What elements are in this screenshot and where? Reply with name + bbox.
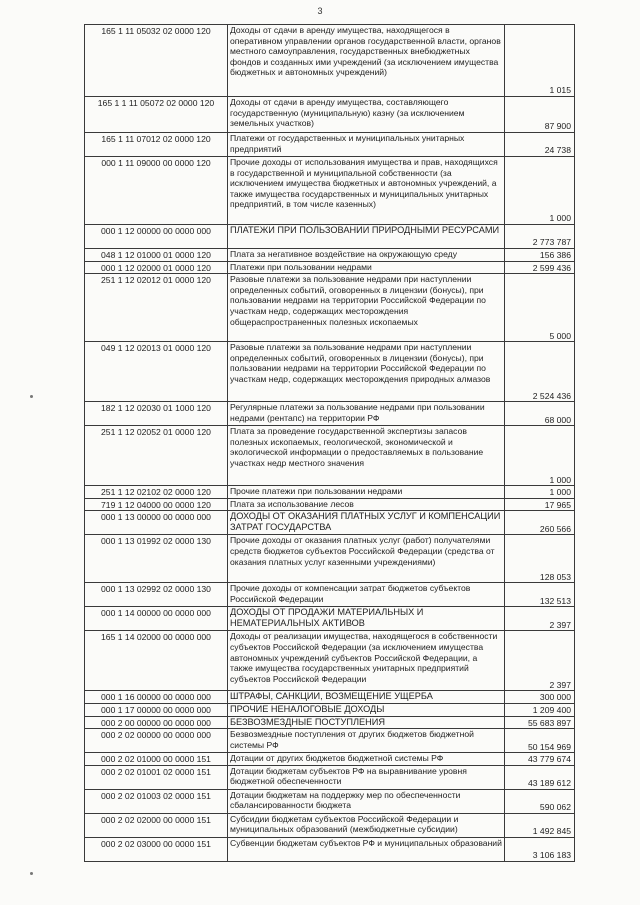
table-row bbox=[85, 426, 575, 486]
revenue-name-cell: Разовые платежи за пользование недрами при наступлении определенных событий, оговоренных в лицензии (бонусы), при пользовании недрами на территории Российской Федерации по участкам недр, содержащих месторождения общераспространенных полезных ископаемых bbox=[228, 274, 505, 342]
amount-cell: 2 524 436 bbox=[505, 342, 575, 402]
budget-code-cell: 251 1 12 02012 01 0000 120 bbox=[85, 274, 228, 342]
budget-code-cell: 000 1 13 02992 02 0000 130 bbox=[85, 583, 228, 607]
amount-cell: 300 000 bbox=[505, 691, 575, 704]
section-row bbox=[85, 511, 575, 535]
table-row bbox=[85, 274, 575, 342]
budget-code-cell: 000 1 12 02000 01 0000 120 bbox=[85, 261, 228, 274]
budget-code-cell: 000 2 02 01003 02 0000 151 bbox=[85, 789, 228, 813]
amount-cell: 24 738 bbox=[505, 133, 575, 157]
table-row bbox=[85, 342, 575, 402]
revenue-name-cell: Плата за негативное воздействие на окружающую среду bbox=[228, 249, 505, 262]
revenue-name-cell: Доходы от реализации имущества, находящегося в собственности субъектов Российской Федерации (за исключением имущества автономных учреждений субъектов Российской Федерации, а также имущества государственных унитарных предприятий субъектов Российской Федерации bbox=[228, 631, 505, 691]
revenue-name-cell: Регулярные платежи за пользование недрами при пользовании недрами (рентапс) на территории РФ bbox=[228, 402, 505, 426]
revenue-name-cell: Прочие доходы от использования имущества и прав, находящихся в государственной и муниципальной собственности (за исключением имущества бюджетных и автономных учреждений, а также имущества государственных и муниципальных унитарных предприятий, в том числе казенных) bbox=[228, 157, 505, 225]
amount-cell: 68 000 bbox=[505, 402, 575, 426]
table-row bbox=[85, 753, 575, 766]
revenue-name-cell: Субсидии бюджетам субъектов Российской Федерации и муниципальных образований (межбюджетные субсидии) bbox=[228, 813, 505, 837]
revenue-name-cell: ДОХОДЫ ОТ ОКАЗАНИЯ ПЛАТНЫХ УСЛУГ И КОМПЕНСАЦИИ ЗАТРАТ ГОСУДАРСТВА bbox=[228, 511, 505, 535]
budget-code-cell: 048 1 12 01000 01 0000 120 bbox=[85, 249, 228, 262]
budget-code-cell: 000 1 13 01992 02 0000 130 bbox=[85, 535, 228, 583]
amount-cell: 1 000 bbox=[505, 157, 575, 225]
budget-code-cell: 165 1 11 05032 02 0000 120 bbox=[85, 25, 228, 97]
table-row bbox=[85, 402, 575, 426]
section-row bbox=[85, 703, 575, 716]
budget-code-cell: 165 1 11 07012 02 0000 120 bbox=[85, 133, 228, 157]
table-row bbox=[85, 261, 575, 274]
revenue-name-cell: Дотации бюджетам на поддержку мер по обеспеченности сбалансированности бюджета bbox=[228, 789, 505, 813]
budget-code-cell: 000 2 02 03000 00 0000 151 bbox=[85, 837, 228, 861]
revenue-name-cell: Платежи от государственных и муниципальных унитарных предприятий bbox=[228, 133, 505, 157]
amount-cell: 156 386 bbox=[505, 249, 575, 262]
table-row bbox=[85, 765, 575, 789]
section-row bbox=[85, 716, 575, 729]
budget-code-cell: 000 2 02 01000 00 0000 151 bbox=[85, 753, 228, 766]
table-row bbox=[85, 789, 575, 813]
table-row bbox=[85, 813, 575, 837]
budget-code-cell: 000 1 17 00000 00 0000 000 bbox=[85, 703, 228, 716]
budget-code-cell: 165 1 14 02000 00 0000 000 bbox=[85, 631, 228, 691]
section-row bbox=[85, 691, 575, 704]
budget-code-cell: 719 1 12 04000 00 0000 120 bbox=[85, 498, 228, 511]
table-row bbox=[85, 837, 575, 861]
table-row bbox=[85, 498, 575, 511]
amount-cell: 1 209 400 bbox=[505, 703, 575, 716]
revenue-name-cell: БЕЗВОЗМЕЗДНЫЕ ПОСТУПЛЕНИЯ bbox=[228, 716, 505, 729]
amount-cell: 17 965 bbox=[505, 498, 575, 511]
budget-code-cell: 251 1 12 02102 02 0000 120 bbox=[85, 486, 228, 499]
revenue-name-cell: Субвенции бюджетам субъектов РФ и муниципальных образований bbox=[228, 837, 505, 861]
revenue-name-cell: Плата за использование лесов bbox=[228, 498, 505, 511]
budget-code-cell: 251 1 12 02052 01 0000 120 bbox=[85, 426, 228, 486]
amount-cell: 590 062 bbox=[505, 789, 575, 813]
revenue-name-cell: Прочие платежи при пользовании недрами bbox=[228, 486, 505, 499]
revenue-table-body bbox=[85, 25, 575, 862]
table-row bbox=[85, 583, 575, 607]
amount-cell: 1 000 bbox=[505, 486, 575, 499]
budget-code-cell: 000 1 12 00000 00 0000 000 bbox=[85, 225, 228, 249]
revenue-name-cell: Прочие доходы от оказания платных услуг (работ) получателями средств бюджетов субъектов Российской Федерации (средства от оказания платных услуг казенными учреждениями) bbox=[228, 535, 505, 583]
revenue-name-cell: Дотации от других бюджетов бюджетной системы РФ bbox=[228, 753, 505, 766]
revenue-name-cell: Прочие доходы от компенсации затрат бюджетов субъектов Российской Федерации bbox=[228, 583, 505, 607]
revenue-name-cell: Доходы от сдачи в аренду имущества, находящегося в оперативном управлении органов государственной власти, органов местного самоуправления, государственных внебюджетных фондов и созданных ими учреждений (за исключением имущества бюджетных и автономных учреждений) bbox=[228, 25, 505, 97]
margin-dot-mark bbox=[30, 872, 33, 875]
table-row bbox=[85, 97, 575, 133]
table-row bbox=[85, 486, 575, 499]
budget-code-cell: 000 2 02 00000 00 0000 000 bbox=[85, 729, 228, 753]
amount-cell: 1 492 845 bbox=[505, 813, 575, 837]
amount-cell: 2 397 bbox=[505, 631, 575, 691]
revenue-name-cell: ШТРАФЫ, САНКЦИИ, ВОЗМЕЩЕНИЕ УЩЕРБА bbox=[228, 691, 505, 704]
amount-cell: 43 189 612 bbox=[505, 765, 575, 789]
table-row bbox=[85, 157, 575, 225]
table-row bbox=[85, 133, 575, 157]
revenue-name-cell: Безвозмездные поступления от других бюджетов бюджетной системы РФ bbox=[228, 729, 505, 753]
budget-code-cell: 000 2 00 00000 00 0000 000 bbox=[85, 716, 228, 729]
budget-code-cell: 000 2 02 01001 02 0000 151 bbox=[85, 765, 228, 789]
revenue-name-cell: Разовые платежи за пользование недрами при наступлении определенных событий, оговоренных в лицензии (бонусы), при пользовании недрами на территории Российской Федерации по участкам недр, содержащих месторождения природных алмазов bbox=[228, 342, 505, 402]
amount-cell: 260 566 bbox=[505, 511, 575, 535]
table-row bbox=[85, 631, 575, 691]
budget-code-cell: 049 1 12 02013 01 0000 120 bbox=[85, 342, 228, 402]
amount-cell: 132 513 bbox=[505, 583, 575, 607]
amount-cell: 2 773 787 bbox=[505, 225, 575, 249]
amount-cell: 128 053 bbox=[505, 535, 575, 583]
revenue-name-cell: ДОХОДЫ ОТ ПРОДАЖИ МАТЕРИАЛЬНЫХ И НЕМАТЕРИАЛЬНЫХ АКТИВОВ bbox=[228, 607, 505, 631]
revenue-table bbox=[84, 24, 575, 862]
revenue-name-cell: Дотации бюджетам субъектов РФ на выравнивание уровня бюджетной обеспеченности bbox=[228, 765, 505, 789]
budget-code-cell: 000 1 11 09000 00 0000 120 bbox=[85, 157, 228, 225]
revenue-name-cell: Платежи при пользовании недрами bbox=[228, 261, 505, 274]
budget-code-cell: 000 1 16 00000 00 0000 000 bbox=[85, 691, 228, 704]
amount-cell: 55 683 897 bbox=[505, 716, 575, 729]
budget-code-cell: 165 1 1 11 05072 02 0000 120 bbox=[85, 97, 228, 133]
budget-code-cell: 000 1 14 00000 00 0000 000 bbox=[85, 607, 228, 631]
amount-cell: 50 154 969 bbox=[505, 729, 575, 753]
table-row bbox=[85, 249, 575, 262]
revenue-name-cell: ПРОЧИЕ НЕНАЛОГОВЫЕ ДОХОДЫ bbox=[228, 703, 505, 716]
section-row bbox=[85, 607, 575, 631]
table-row bbox=[85, 535, 575, 583]
budget-code-cell: 182 1 12 02030 01 1000 120 bbox=[85, 402, 228, 426]
amount-cell: 43 779 674 bbox=[505, 753, 575, 766]
amount-cell: 87 900 bbox=[505, 97, 575, 133]
amount-cell: 1 000 bbox=[505, 426, 575, 486]
budget-code-cell: 000 2 02 02000 00 0000 151 bbox=[85, 813, 228, 837]
revenue-name-cell: Доходы от сдачи в аренду имущества, составляющего государственную (муниципальную) казну (за исключением земельных участков) bbox=[228, 97, 505, 133]
budget-code-cell: 000 1 13 00000 00 0000 000 bbox=[85, 511, 228, 535]
amount-cell: 2 599 436 bbox=[505, 261, 575, 274]
table-row bbox=[85, 729, 575, 753]
amount-cell: 2 397 bbox=[505, 607, 575, 631]
revenue-name-cell: Плата за проведение государственной экспертизы запасов полезных ископаемых, геологической, экономической и экологической информации о предоставляемых в пользование участках недр местного значения bbox=[228, 426, 505, 486]
page-number: 3 bbox=[317, 6, 323, 16]
amount-cell: 5 000 bbox=[505, 274, 575, 342]
revenue-name-cell: ПЛАТЕЖИ ПРИ ПОЛЬЗОВАНИИ ПРИРОДНЫМИ РЕСУРСАМИ bbox=[228, 225, 505, 249]
amount-cell: 1 015 bbox=[505, 25, 575, 97]
margin-dot-mark bbox=[30, 395, 33, 398]
section-row bbox=[85, 225, 575, 249]
table-row bbox=[85, 25, 575, 97]
amount-cell: 3 106 183 bbox=[505, 837, 575, 861]
